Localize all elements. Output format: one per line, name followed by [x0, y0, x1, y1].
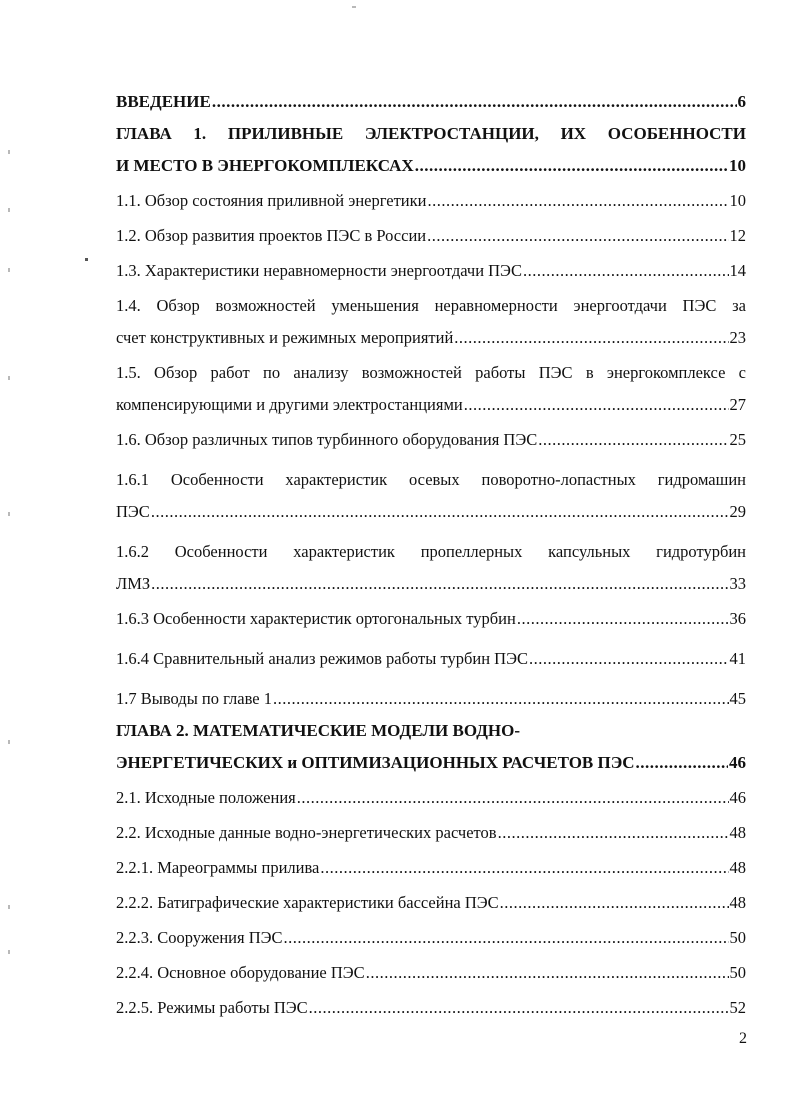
toc-leader — [454, 322, 728, 354]
toc-title: 2.2.1. Мареограммы прилива — [116, 858, 320, 877]
toc-leader — [284, 922, 729, 954]
toc-leader — [309, 992, 729, 1024]
toc-title: 1.1. Обзор состояния приливной энергетики — [116, 191, 427, 210]
toc-title-line1: 1.5. Обзор работ по анализу возможностей работы ПЭС в энергокомплексе с — [116, 363, 746, 382]
scan-speck — [8, 208, 10, 212]
toc-entry-1-6-1-line2 — [116, 496, 746, 528]
toc-entry-1-4[interactable] — [116, 290, 746, 354]
toc-entry-1-6-2[interactable] — [116, 536, 746, 600]
toc-page: 14 — [729, 261, 746, 280]
toc-leader — [538, 424, 728, 456]
toc-leader — [366, 957, 729, 989]
toc-leader — [636, 747, 728, 779]
toc-entry-1-2[interactable] — [116, 220, 746, 252]
toc-leader — [297, 782, 729, 814]
toc-leader — [273, 683, 729, 715]
toc-leader — [529, 643, 729, 675]
toc-title-line1: 1.6.2 Особенности характеристик пропеллерных капсульных гидротурбин — [116, 542, 746, 561]
toc-leader — [151, 568, 728, 600]
scan-speck — [352, 6, 356, 8]
scan-speck — [8, 950, 10, 954]
toc-page: 25 — [729, 430, 746, 449]
toc-leader — [320, 852, 728, 884]
toc-entry-1-6-3[interactable] — [116, 603, 746, 635]
scan-speck — [85, 258, 88, 261]
toc-leader — [517, 603, 729, 635]
toc-page: 12 — [729, 226, 746, 245]
toc-leader — [151, 496, 729, 528]
toc-leader — [498, 817, 729, 849]
toc-page: 48 — [729, 858, 746, 877]
toc-title: 2.2. Исходные данные водно-энергетических расчетов — [116, 823, 497, 842]
toc-entry-chapter2[interactable] — [116, 715, 746, 779]
toc-entry-2-2-4[interactable] — [116, 957, 746, 989]
toc-entry-1-3[interactable] — [116, 255, 746, 287]
toc-page: 29 — [729, 502, 746, 521]
toc-entry-1-1[interactable] — [116, 185, 746, 217]
toc-page: 10 — [729, 191, 746, 210]
toc-leader — [212, 86, 737, 118]
toc-entry-2-2-5[interactable] — [116, 992, 746, 1024]
toc-page: 45 — [729, 689, 746, 708]
toc-title-line2: ПЭС — [116, 502, 150, 521]
toc-entry-1-6-1[interactable] — [116, 464, 746, 528]
toc-leader — [427, 185, 728, 217]
toc-title: ВВЕДЕНИЕ — [116, 92, 211, 111]
toc-page: 6 — [737, 92, 746, 111]
toc-title: 2.2.5. Режимы работы ПЭС — [116, 998, 308, 1017]
toc-entry-intro[interactable] — [116, 86, 746, 118]
toc-page: 41 — [729, 649, 746, 668]
toc-entry-1-6-2-line2 — [116, 568, 746, 600]
toc-page: 50 — [729, 963, 746, 982]
toc-page: 48 — [729, 893, 746, 912]
page-number: 2 — [739, 1030, 747, 1047]
toc-title-line1: ГЛАВА 1. ПРИЛИВНЫЕ ЭЛЕКТРОСТАНЦИИ, ИХ ОСОБЕННОСТИ — [116, 124, 746, 143]
toc-entry-chapter2-line2 — [116, 747, 746, 779]
scan-speck — [8, 150, 10, 154]
toc-page: 23 — [729, 328, 746, 347]
scan-speck — [8, 268, 10, 272]
scan-speck — [8, 740, 10, 744]
toc-entry-2-2-3[interactable] — [116, 922, 746, 954]
toc-title-line1: 1.4. Обзор возможностей уменьшения неравномерности энергоотдачи ПЭС за — [116, 296, 746, 315]
toc-title: 1.6.3 Особенности характеристик ортогональных турбин — [116, 609, 516, 628]
toc-page: 33 — [729, 574, 746, 593]
toc-page: 27 — [729, 395, 746, 414]
toc-leader — [464, 389, 729, 421]
toc-entry-1-6-4[interactable] — [116, 643, 746, 675]
toc-title: 1.7 Выводы по главе 1 — [116, 689, 272, 708]
toc-entry-1-6[interactable] — [116, 424, 746, 456]
toc-title-line1: 1.6.1 Особенности характеристик осевых поворотно-лопастных гидромашин — [116, 470, 746, 489]
toc-page: 46 — [729, 753, 746, 772]
toc-entry-1-7[interactable] — [116, 683, 746, 715]
toc-entry-2-2-1[interactable] — [116, 852, 746, 884]
toc-title: 1.6. Обзор различных типов турбинного оборудования ПЭС — [116, 430, 538, 449]
toc-title-line2: ЭНЕРГЕТИЧЕСКИХ и ОПТИМИЗАЦИОННЫХ РАСЧЕТОВ ПЭС — [116, 753, 635, 772]
toc-title-line1: ГЛАВА 2. МАТЕМАТИЧЕСКИЕ МОДЕЛИ ВОДНО- — [116, 721, 521, 740]
toc-title: 1.2. Обзор развития проектов ПЭС в России — [116, 226, 427, 245]
toc-entry-1-5-line2 — [116, 389, 746, 421]
toc-title: 2.2.3. Сооружения ПЭС — [116, 928, 283, 947]
toc-page: 46 — [729, 788, 746, 807]
toc-page: 10 — [729, 156, 746, 175]
toc-leader — [523, 255, 729, 287]
toc-title: 1.3. Характеристики неравномерности энергоотдачи ПЭС — [116, 261, 522, 280]
scan-speck — [8, 512, 10, 516]
toc-title-line2: ЛМЗ — [116, 574, 151, 593]
toc-title-line2: И МЕСТО В ЭНЕРГОКОМПЛЕКСАХ — [116, 156, 414, 175]
toc-page: 52 — [729, 998, 746, 1017]
toc-leader — [427, 220, 728, 252]
toc-page: 48 — [729, 823, 746, 842]
toc-page: 36 — [729, 609, 746, 628]
toc-leader — [415, 150, 728, 182]
scan-speck — [8, 376, 10, 380]
toc-title: 2.2.2. Батиграфические характеристики бассейна ПЭС — [116, 893, 499, 912]
toc-leader — [500, 887, 729, 919]
toc-entry-2-2-2[interactable] — [116, 887, 746, 919]
toc-title: 2.2.4. Основное оборудование ПЭС — [116, 963, 365, 982]
toc-entry-2-2[interactable] — [116, 817, 746, 849]
scan-speck — [8, 905, 10, 909]
toc-title: 1.6.4 Сравнительный анализ режимов работы турбин ПЭС — [116, 649, 528, 668]
toc-entry-2-1[interactable] — [116, 782, 746, 814]
toc-entry-1-4-line2 — [116, 322, 746, 354]
toc-title: 2.1. Исходные положения — [116, 788, 296, 807]
toc-entry-chapter1[interactable] — [116, 118, 746, 182]
table-of-contents — [116, 86, 746, 1024]
toc-page: 50 — [729, 928, 746, 947]
toc-title-line2: компенсирующими и другими электростанциями — [116, 395, 463, 414]
toc-entry-chapter1-line2 — [116, 150, 746, 182]
toc-title-line2: счет конструктивных и режимных мероприятий — [116, 328, 454, 347]
toc-entry-1-5[interactable] — [116, 357, 746, 421]
